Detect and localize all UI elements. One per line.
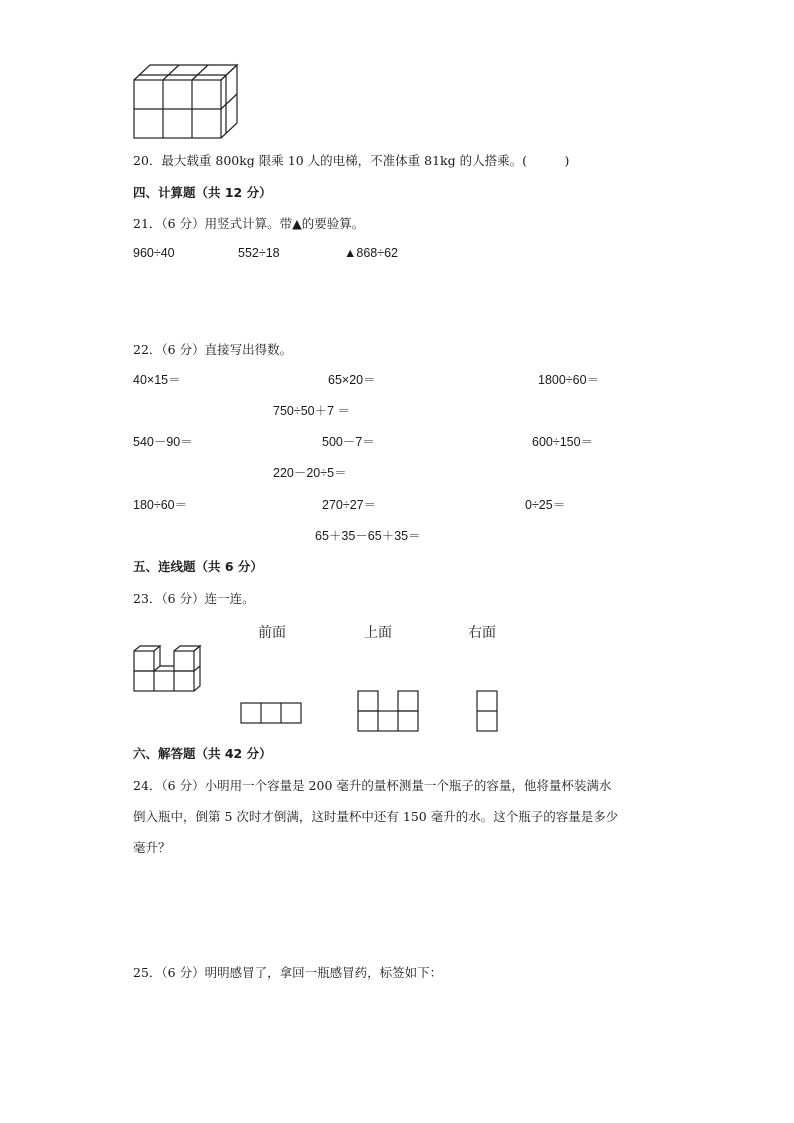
- view-shape-2x1: [476, 690, 498, 732]
- q22-item-2: 65×20＝: [328, 373, 376, 387]
- question-24-line-1: 24．（6 分）小明用一个容量是 200 毫升的量杯测量一个瓶子的容量，他将量杯装满水: [133, 778, 612, 793]
- q22-item-3: 1800÷60＝: [538, 373, 600, 387]
- question-24-line-3: 毫升？: [133, 840, 171, 855]
- section-5-title: 五、连线题（共 6 分）: [133, 559, 263, 574]
- q22-item-7: 600÷150＝: [532, 435, 594, 449]
- q22-item-10: 270÷27＝: [322, 498, 377, 512]
- q22-item-12: 65＋35－65＋35＝: [315, 529, 421, 543]
- view-shape-u: [357, 690, 419, 732]
- solid-figure: [132, 645, 202, 693]
- q21-item-1: 960÷40: [133, 246, 175, 260]
- q22-item-5: 540－90＝: [133, 435, 193, 449]
- q21-item-3: ▲868÷62: [344, 246, 398, 260]
- q22-item-8: 220－20÷5＝: [273, 466, 347, 480]
- question-22-prompt: 22．（6 分）直接写出得数。: [133, 342, 293, 357]
- question-21-prompt: 21．（6 分）用竖式计算。带▲的要验算。: [133, 216, 365, 231]
- question-24-line-2: 倒入瓶中，倒第 5 次时才倒满，这时量杯中还有 150 毫升的水。这个瓶子的容量是多少: [133, 809, 619, 824]
- q22-item-9: 180÷60＝: [133, 498, 188, 512]
- q21-item-2: 552÷18: [238, 246, 280, 260]
- cube-stack-figure: [130, 62, 242, 142]
- question-23-prompt: 23．（6 分）连一连。: [133, 591, 255, 606]
- q22-item-6: 500－7＝: [322, 435, 375, 449]
- section-6-title: 六、解答题（共 42 分）: [133, 746, 272, 761]
- q22-item-4: 750÷50＋7 ＝: [273, 404, 351, 418]
- q22-item-1: 40×15＝: [133, 373, 181, 387]
- view-label-front: 前面: [258, 625, 286, 641]
- q22-item-11: 0÷25＝: [525, 498, 566, 512]
- view-label-right: 右面: [468, 625, 496, 641]
- view-shape-1x3: [240, 702, 302, 724]
- view-label-top: 上面: [364, 625, 392, 641]
- question-20: 20．最大载重 800kg 限乘 10 人的电梯，不准体重 81kg 的人搭乘。( ): [133, 153, 570, 168]
- section-4-title: 四、计算题（共 12 分）: [133, 185, 272, 200]
- question-25: 25．（6 分）明明感冒了，拿回一瓶感冒药，标签如下：: [133, 965, 443, 980]
